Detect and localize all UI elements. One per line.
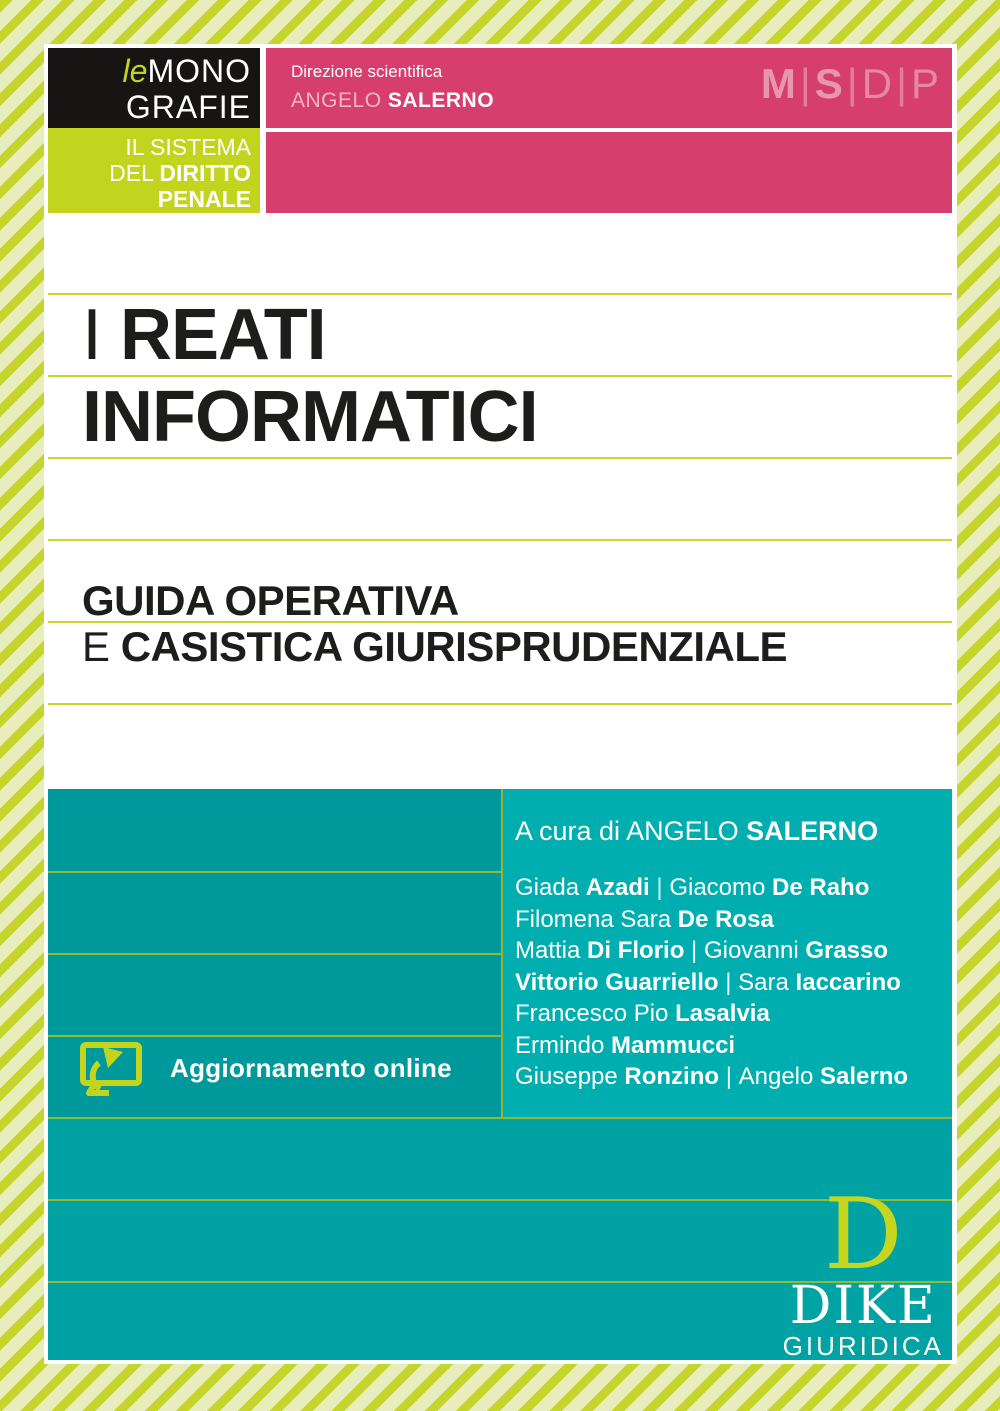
author-line: Francesco Pio Lasalvia [515, 1000, 770, 1027]
subtitle-prefix: E [82, 623, 110, 670]
ruled-line [48, 1117, 952, 1119]
book-title [82, 294, 538, 458]
online-update-badge [78, 1038, 452, 1098]
logo-line-2: GRAFIE [125, 89, 251, 125]
author-line: Giuseppe Ronzino | Angelo Salerno [515, 1063, 909, 1090]
series-del: DEL [109, 160, 154, 186]
pink-band [266, 132, 952, 213]
title-reati: REATI [120, 295, 326, 375]
msdp-logo: M|S|D|P [760, 60, 940, 107]
author-line: Giada Azadi | Giacomo De Raho [515, 874, 870, 901]
ruled-line [48, 953, 501, 955]
director-first-name: ANGELO [291, 89, 382, 112]
authors-list [515, 872, 908, 1093]
publisher-name: DIKE [789, 1276, 937, 1336]
author-line: Vittorio Guarriello | Sara Iaccarino [515, 968, 901, 996]
column-divider [501, 789, 503, 1117]
publisher-logo [782, 1178, 944, 1361]
author-line: Mattia Di Florio | Giovanni Grasso [515, 937, 889, 964]
director-last-name: SALERNO [387, 89, 495, 112]
curator-first-name: ANGELO [626, 816, 739, 846]
ruled-line [48, 871, 501, 873]
direction-banner [266, 48, 952, 128]
publisher-subname: GIURIDICA [782, 1331, 944, 1361]
curator-label: A cura di [515, 816, 621, 846]
logo-line-1 [48, 53, 251, 89]
ruled-line [48, 703, 952, 705]
direction-label: Direzione scientifica [291, 62, 443, 81]
subtitle-line-2 [82, 624, 787, 670]
logo-mono: MONO [147, 53, 251, 89]
subtitle-line-1: GUIDA OPERATIVA [82, 577, 459, 624]
online-update-label: Aggiornamento online [170, 1052, 452, 1083]
book-subtitle [82, 578, 787, 670]
series-box [48, 128, 260, 213]
series-line-1: IL SISTEMA [125, 134, 251, 160]
curator-line [515, 816, 878, 847]
ruled-line [48, 539, 952, 541]
title-line-2: INFORMATICI [82, 377, 538, 457]
series-line-3: PENALE [157, 186, 251, 212]
series-diritto: DIRITTO [159, 160, 251, 186]
author-line: Filomena Sara De Rosa [515, 905, 774, 933]
title-line-1 [82, 294, 538, 376]
title-prefix: I [82, 295, 102, 375]
series-line-2 [48, 160, 251, 186]
monitor-update-icon [78, 1038, 144, 1098]
ruled-line [48, 1035, 501, 1037]
curator-last-name: SALERNO [746, 816, 879, 846]
subtitle-rest: CASISTICA GIURISPRUDENZIALE [120, 623, 788, 670]
logo-le: le [122, 53, 148, 89]
lemonografie-logo [48, 48, 260, 128]
author-line: Ermindo Mammucci [515, 1031, 736, 1059]
publisher-initial: D [824, 1178, 903, 1292]
